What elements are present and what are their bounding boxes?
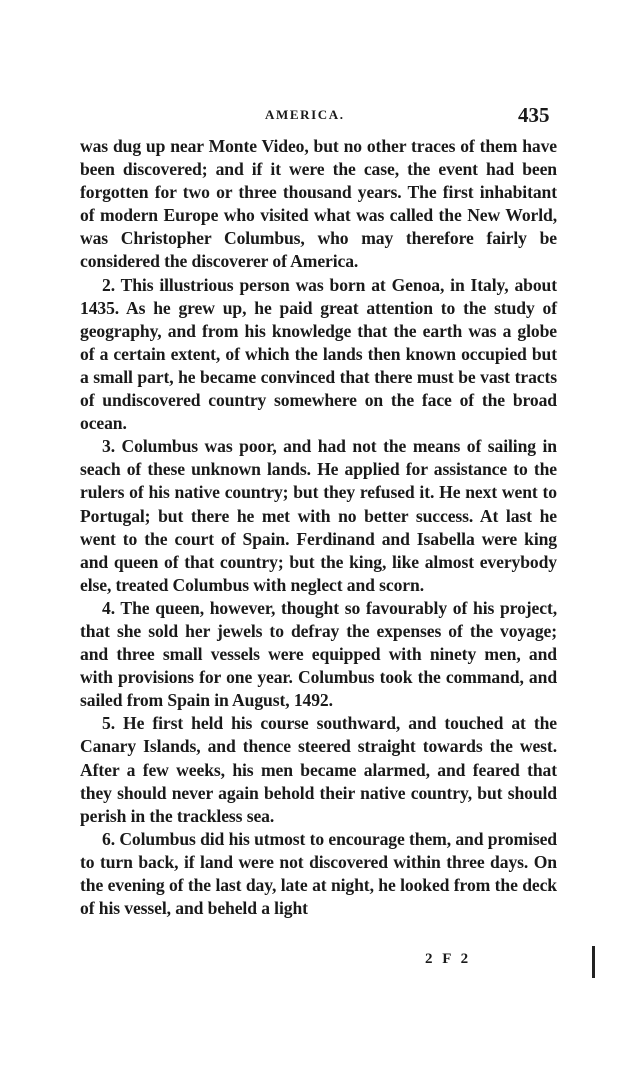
paragraph-3: 3. Columbus was poor, and had not the means of sailing in seach of these unknown lands. He applied for assistance to the rulers of his native country; but they refused it. He next went to Portugal; but there he met with no better success. At last he went to the court of Spain. Ferdinand and Isabella were king and queen of that country; but the king, like almost everybody else, treated Columbus with neglect and scorn. <box>80 436 557 595</box>
running-head <box>0 103 636 127</box>
running-title: AMERICA. <box>265 107 345 122</box>
page-edge-mark <box>592 946 595 978</box>
body-text <box>80 135 557 920</box>
page-number: 435 <box>518 103 550 127</box>
paragraph-2: 2. This illustrious person was born at Genoa, in Italy, about 1435. As he grew up, he paid great attention to the study of geography, and from his knowledge that the earth was a globe of a certain extent, of which the lands then known occupied but a small part, he became convinced that there must be vast tracts of undiscovered country somewhere on the face of the broad ocean. <box>80 274 557 434</box>
paragraph-5: 5. He first held his course southward, and touched at the Canary Islands, and thence steered straight towards the west. After a few weeks, his men became alarmed, and feared that they should never again behold their native country, but should perish in the trackless sea. <box>80 713 557 826</box>
paragraph-4: 4. The queen, however, thought so favourably of his project, that she sold her jewels to defray the expenses of the voyage; and three small vessels were equipped with ninety men, and with provisions for one year. Columbus took the command, and sailed from Spain in August, 1492. <box>80 597 557 711</box>
signature-mark: 2 F 2 <box>425 951 472 967</box>
paragraph-continuation: was dug up near Monte Video, but no other traces of them have been discovered; and if it were the case, the event had been forgotten for two or three thousand years. The first inhabitant of modern Europe who visited what was called the New World, was Christopher Columbus, who may therefore fairly be considered the discoverer of America. <box>80 136 557 272</box>
paragraph-6: 6. Columbus did his utmost to encourage them, and promised to turn back, if land were not discovered within three days. On the evening of the last day, late at night, he looked from the deck of his vessel, and beheld a light <box>80 828 557 919</box>
